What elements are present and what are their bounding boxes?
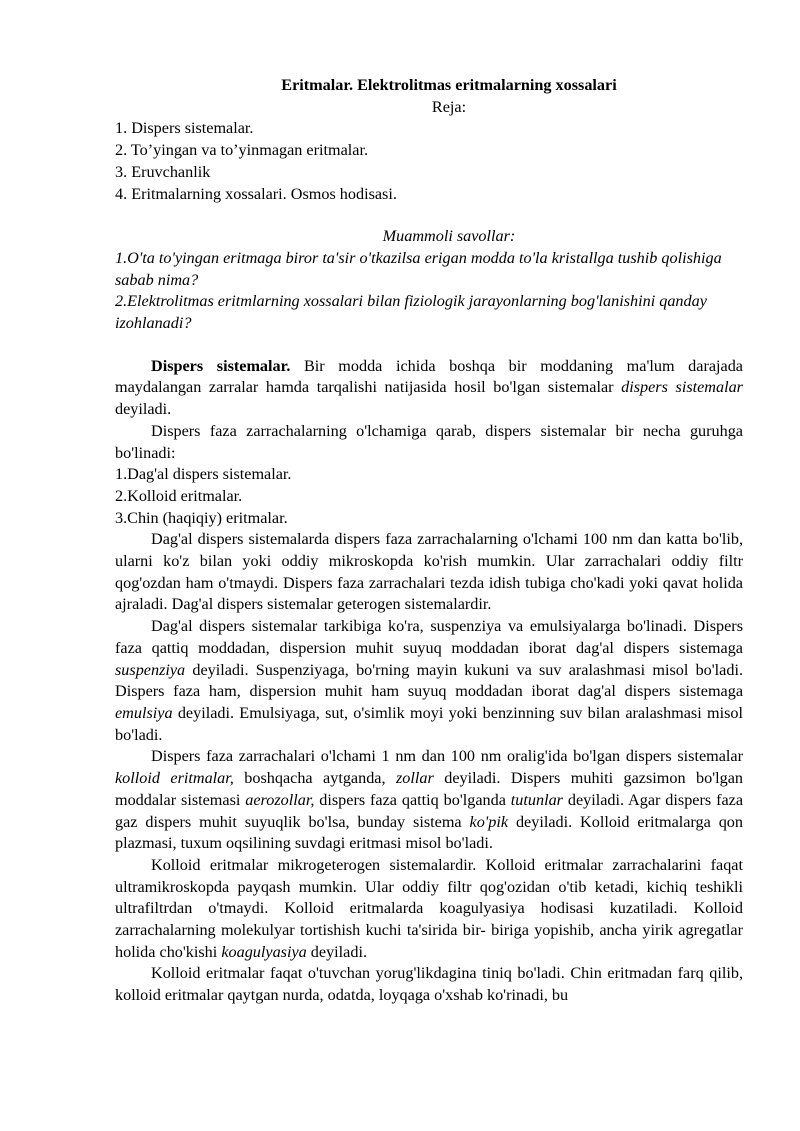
paragraph-text: Dag'al dispers sistemalar tarkibiga ko'ra, suspenziya va emulsiyalarga bo'linadi. Dispers faza qattiq moddadan, dispersion muhit suyuq moddadan iborat dag'al dispers sistemaga (115, 617, 743, 657)
document-title: Eritmalar. Elektrolitmas eritmalarning xossalari (281, 76, 617, 94)
plan-list (115, 118, 743, 205)
term: emulsiya (115, 703, 173, 722)
paragraph-text: deyiladi. Agar dispers faza gaz dispers muhit suyuqlik bo'lsa, bunday sistema (115, 790, 744, 831)
paragraph-text: Dispers faza zarrachalari o'lchami 1 nm dan 100 nm oralig'ida bo'lgan dispers sistemalar (151, 747, 743, 766)
paragraph-text: dispers faza qattiq bo'lganda (314, 790, 511, 809)
term: tutunlar (510, 790, 563, 809)
term: kolloid eritmalar, (115, 769, 234, 788)
term: zollar (396, 769, 434, 788)
paragraph-text: Bir modda ichida boshqa bir moddaning ma'lum darajada maydalangan zarralar hamda tarqalishi natijasida hosil bo'lgan sistemalar (115, 356, 743, 397)
paragraph-colloids (115, 746, 743, 855)
paragraph-text: deyiladi. Emulsiyaga, sut, o'simlik moyi yoki benzinning suv bilan aralashmasi misol bo'ladi. (115, 703, 743, 744)
plan-item: 3. Eruvchanlik (115, 162, 211, 181)
plan-item: 1. Dispers sistemalar. (115, 119, 254, 138)
term: suspenziya (115, 660, 186, 679)
paragraph-text: boshqacha aytganda, (233, 769, 396, 788)
paragraph-text: Kolloid eritmalar mikrogeterogen sistemalardir. Kolloid eritmalar zarrachalarini faqat ultramikroskopda payqash mumkin. Ular oddiy filtr qog'ozidan o'tib ketadi, kichiq teshikli ultrafiltrdan o'tmaydi. Kolloid eritmalarda koagulyasiya hodisasi kuzatiladi. Kolloid zarrachalarning molekulyar tortishish kuchi ta'sirida bir- biriga yopishib, ancha yirik agregatlar holida cho'kishi (115, 855, 743, 961)
term: koagulyasiya (221, 942, 307, 961)
problems-heading: Muammoli savollar: (382, 227, 516, 246)
problem-question: 2.Elektrolitmas eritmlarning xossalari bilan fiziologik jarayonlarning bog'lanishini qanday izohlanadi? (115, 292, 707, 333)
paragraph-text: deyiladi. Dispers muhiti gazsimon bo'lgan moddalar sistemasi (115, 769, 744, 809)
term: aerozollar, (245, 790, 315, 809)
paragraph-coagulation (115, 855, 743, 964)
section-heading: Dispers sistemalar. (151, 356, 291, 375)
plan-item: 4. Eritmalarning xossalari. Osmos hodisasi. (115, 184, 397, 203)
problem-question: 1.O'ta to'yingan eritmaga biror ta'sir o'tkazilsa erigan modda to'la kristallga tushib qolishiga sabab nima? (115, 248, 722, 289)
paragraph-dispers-definition (115, 356, 743, 421)
document-body (115, 356, 743, 1007)
group-item: 1.Dag'al dispers sistemalar. (115, 465, 292, 484)
paragraph-coarse-dispersions: Dag'al dispers sistemalarda dispers faza zarrachalarning o'lchami 100 nm dan katta bo'lib, ularni ko'z bilan yoki oddiy mikroskopda ko'rish mumkin. Ular zarrachalari oddiy filtr qog'ozdan ham o'tmaydi. Dispers faza zarrachalari tezda idish tubiga cho'kadi yoki qavat holida ajraladi. Dag'al dispers sistemalar geterogen sistemalardir. (115, 530, 743, 614)
paragraph-classification: Dispers faza zarrachalarning o'lchamiga qarab, dispers sistemalar bir necha guruhga bo'linadi: (115, 421, 743, 462)
paragraph-text: deyiladi. Suspenziyaga, bo'rning mayin kukuni va suv aralashmasi misol bo'ladi. Dispers faza ham, dispersion muhit ham suyuq moddadan iborat dag'al dispers sistemaga (115, 660, 743, 701)
problem-questions (115, 226, 743, 335)
plan-item: 2. To’yingan va to’yinmagan eritmalar. (115, 141, 368, 160)
term: ko'pik (469, 812, 509, 831)
paragraph-suspensions-emulsions (115, 616, 743, 746)
paragraph-text: deyiladi. (115, 400, 172, 419)
plan-heading: Reja: (431, 97, 467, 116)
paragraph-text: deyiladi. Kolloid eritmalarga qon plazmasi, tuxum oqsilining suvdagi eritmasi misol bo'ladi. (115, 812, 743, 853)
document-content (115, 75, 743, 1007)
group-item: 3.Chin (haqiqiy) eritmalar. (115, 508, 288, 527)
term: dispers sistemalar (621, 378, 743, 397)
paragraph-text: deyiladi. (306, 942, 367, 961)
group-item: 2.Kolloid eritmalar. (115, 486, 243, 505)
paragraph-optical-properties: Kolloid eritmalar faqat o'tuvchan yorug'likdagina tiniq bo'ladi. Chin eritmadan farq qilib, kolloid eritmalar qaytgan nurda, odatda, loyqaga o'xshab ko'rinadi, bu (115, 964, 743, 1005)
